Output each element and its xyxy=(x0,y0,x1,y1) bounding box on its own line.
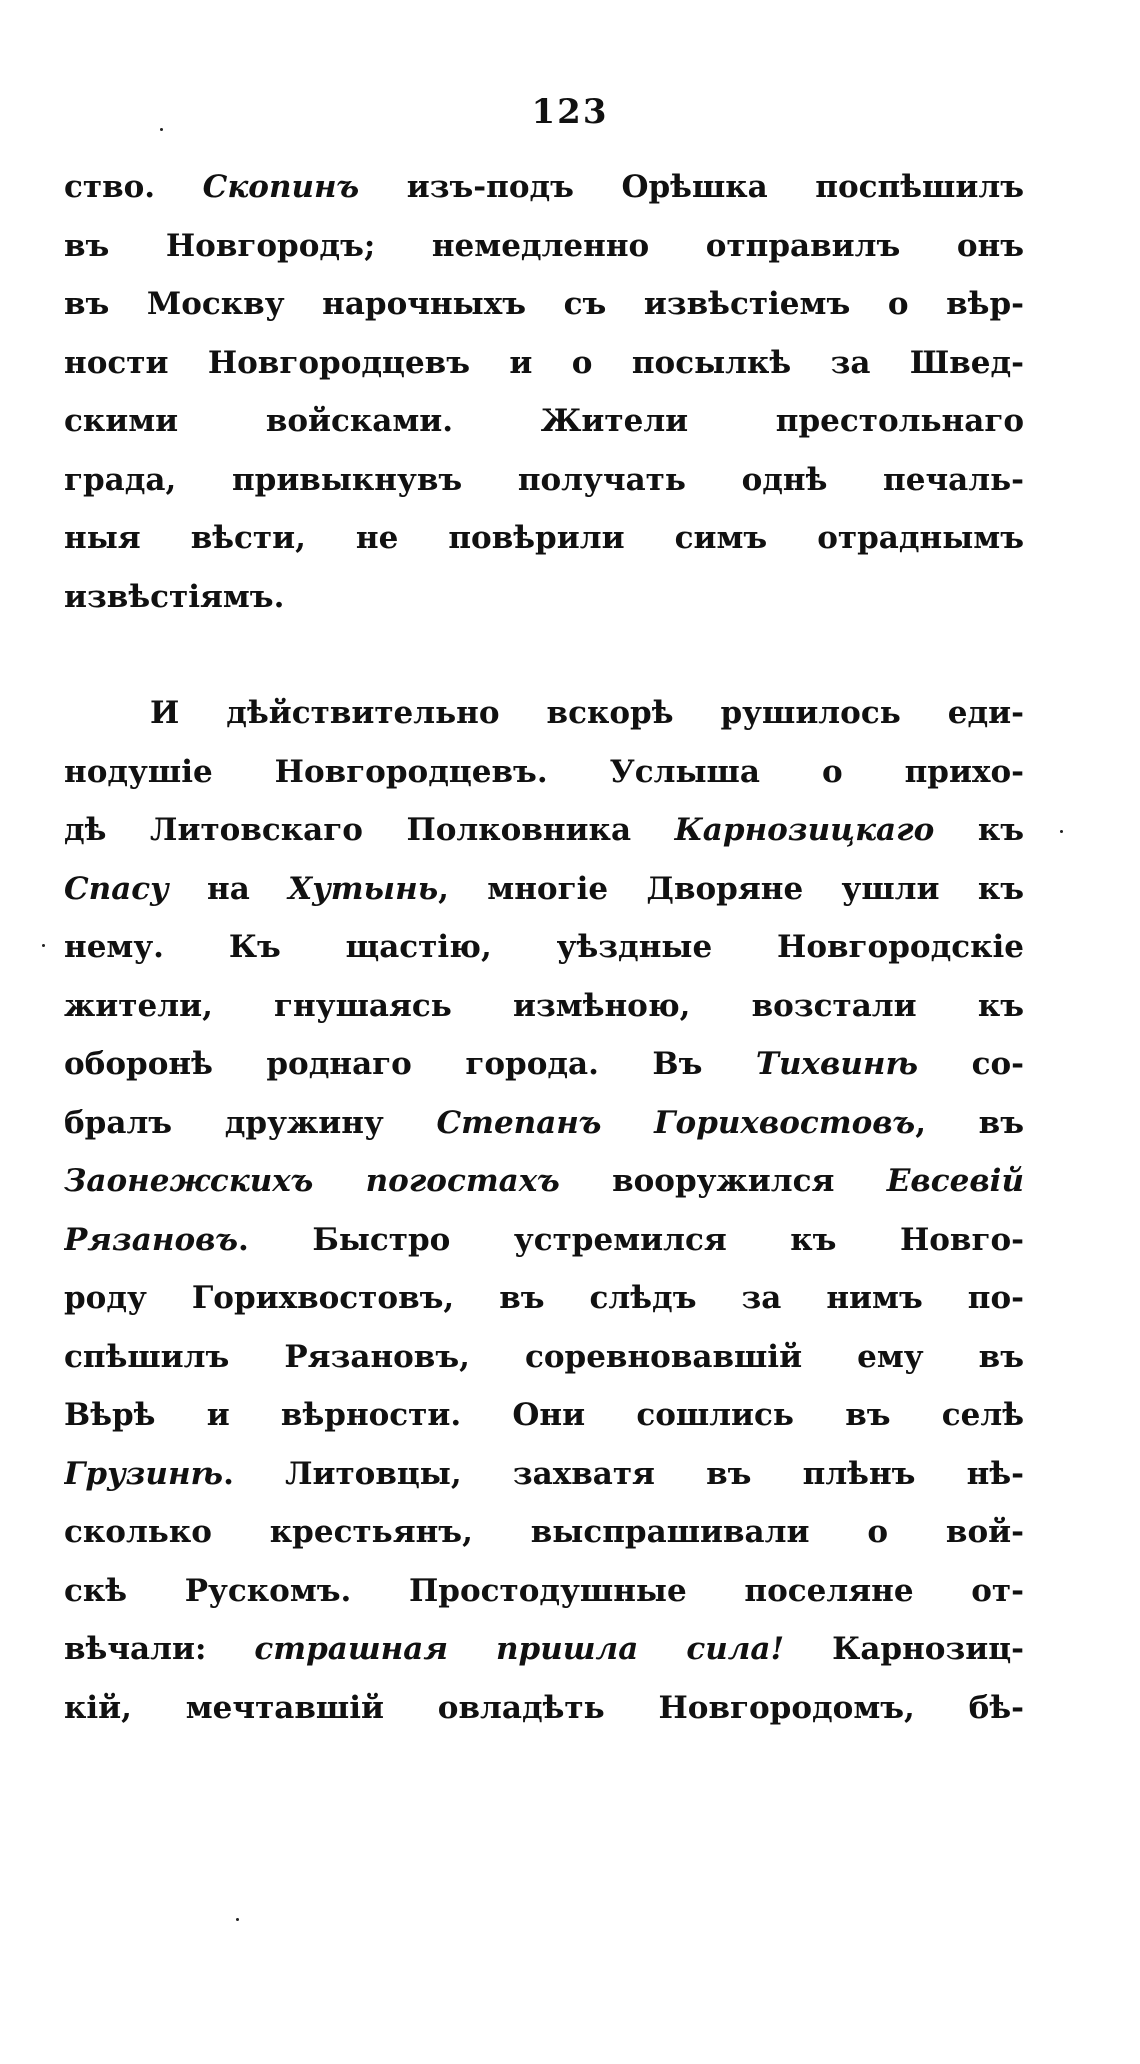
italic-text: Спасу xyxy=(64,870,169,907)
text-segment: жители, гнушаясь измѣною, возстали къ xyxy=(64,987,1024,1024)
text-segment: ныя вѣсти, не повѣрили симъ отраднымъ xyxy=(64,520,1024,556)
text-line xyxy=(64,918,1024,977)
text-line xyxy=(64,1562,1024,1621)
text-segment: ство. xyxy=(64,169,203,205)
text-line xyxy=(64,1679,1024,1738)
text-line xyxy=(64,275,1024,334)
text-segment: роду Горихвостовъ, въ слѣдъ за нимъ по- xyxy=(64,1280,1024,1316)
italic-text: Евсевій xyxy=(886,1163,1024,1199)
text-segment: града, привыкнувъ получать однѣ печаль- xyxy=(64,461,1024,498)
text-line xyxy=(64,334,1024,393)
text-segment: И дѣйствительно вскорѣ рушилось еди- xyxy=(150,695,1024,731)
text-segment: скими войсками. Жители престольнаго xyxy=(64,403,1024,439)
text-line xyxy=(64,1035,1024,1094)
paragraph xyxy=(64,158,1024,626)
speck xyxy=(160,128,163,131)
text-line xyxy=(64,684,1024,743)
text-segment: нему. Къ щастію, уѣздные Новгородскіе xyxy=(64,929,1024,965)
text-line xyxy=(64,1269,1024,1328)
italic-text: Рязановъ xyxy=(64,1221,239,1258)
italic-text: страшная пришла сила! xyxy=(254,1631,785,1667)
text-segment: изъ-подъ Орѣшка поспѣшилъ xyxy=(359,169,1024,205)
italic-text: Скопинъ xyxy=(202,169,360,205)
speck xyxy=(42,944,45,947)
text-line xyxy=(64,1386,1024,1445)
text-line xyxy=(64,217,1024,276)
speck xyxy=(1060,830,1063,833)
text-line xyxy=(64,1503,1024,1562)
text-line xyxy=(64,158,1024,217)
text-line xyxy=(64,1094,1024,1153)
text-segment: со- xyxy=(918,1046,1024,1082)
text-segment: оборонѣ роднаго города. Въ xyxy=(64,1046,756,1082)
text-segment: . Литовцы, захватя въ плѣнъ нѣ- xyxy=(223,1455,1024,1492)
text-segment: вѣчали: xyxy=(64,1631,255,1667)
text-segment: Вѣрѣ и вѣрности. Они сошлись въ селѣ xyxy=(64,1397,1024,1433)
italic-text: Грузинѣ xyxy=(64,1455,224,1492)
text-line xyxy=(64,568,1024,627)
text-segment: въ Новгородъ; немедленно отправилъ онъ xyxy=(64,227,1024,264)
text-segment: дѣ Литовскаго Полковника xyxy=(64,812,675,848)
text-line xyxy=(64,977,1024,1036)
text-segment: къ xyxy=(934,812,1024,848)
text-line xyxy=(64,743,1024,802)
text-segment: въ Москву нарочныхъ съ извѣстіемъ о вѣр- xyxy=(64,286,1024,322)
text-segment: на xyxy=(168,870,289,907)
text-line xyxy=(64,1211,1024,1270)
text-segment: нодушіе Новгородцевъ. Услыша о прихо- xyxy=(64,753,1024,790)
text-segment: ности Новгородцевъ и о посылкѣ за Швед- xyxy=(64,344,1024,381)
text-line xyxy=(64,1152,1024,1211)
text-segment: . Быстро устремился къ Новго- xyxy=(238,1221,1024,1258)
page-number: 123 xyxy=(531,92,609,132)
text-line xyxy=(64,509,1024,568)
text-segment: скѣ Рускомъ. Простодушные поселяне от- xyxy=(64,1572,1024,1609)
text-segment: , въ xyxy=(915,1104,1024,1141)
text-segment: спѣшилъ Рязановъ, соревновавшій ему въ xyxy=(64,1338,1024,1375)
text-line xyxy=(64,392,1024,451)
italic-text: Заонежскихъ погостахъ xyxy=(64,1163,560,1199)
text-segment: бралъ дружину xyxy=(64,1104,437,1141)
text-segment: извѣстіямъ. xyxy=(64,578,285,615)
text-line xyxy=(64,1445,1024,1504)
text-line xyxy=(64,1620,1024,1679)
italic-text: Карнозицкаго xyxy=(674,812,935,848)
paragraph xyxy=(64,684,1024,1737)
text-segment: Карнозиц- xyxy=(784,1631,1024,1667)
text-line xyxy=(64,860,1024,919)
text-segment: вооружился xyxy=(559,1163,887,1199)
text-segment: , многіе Дворяне ушли къ xyxy=(438,870,1024,907)
italic-text: Хутынь xyxy=(288,870,439,907)
italic-text: Тихвинѣ xyxy=(755,1046,919,1082)
text-segment: кій, мечтавшій овладѣть Новгородомъ, бѣ- xyxy=(64,1689,1024,1726)
text-line xyxy=(64,801,1024,860)
text-line xyxy=(64,451,1024,510)
speck xyxy=(236,1918,239,1921)
italic-text: Степанъ Горихвостовъ xyxy=(436,1104,916,1141)
text-line xyxy=(64,1328,1024,1387)
text-segment: сколько крестьянъ, выспрашивали о вой- xyxy=(64,1514,1024,1550)
